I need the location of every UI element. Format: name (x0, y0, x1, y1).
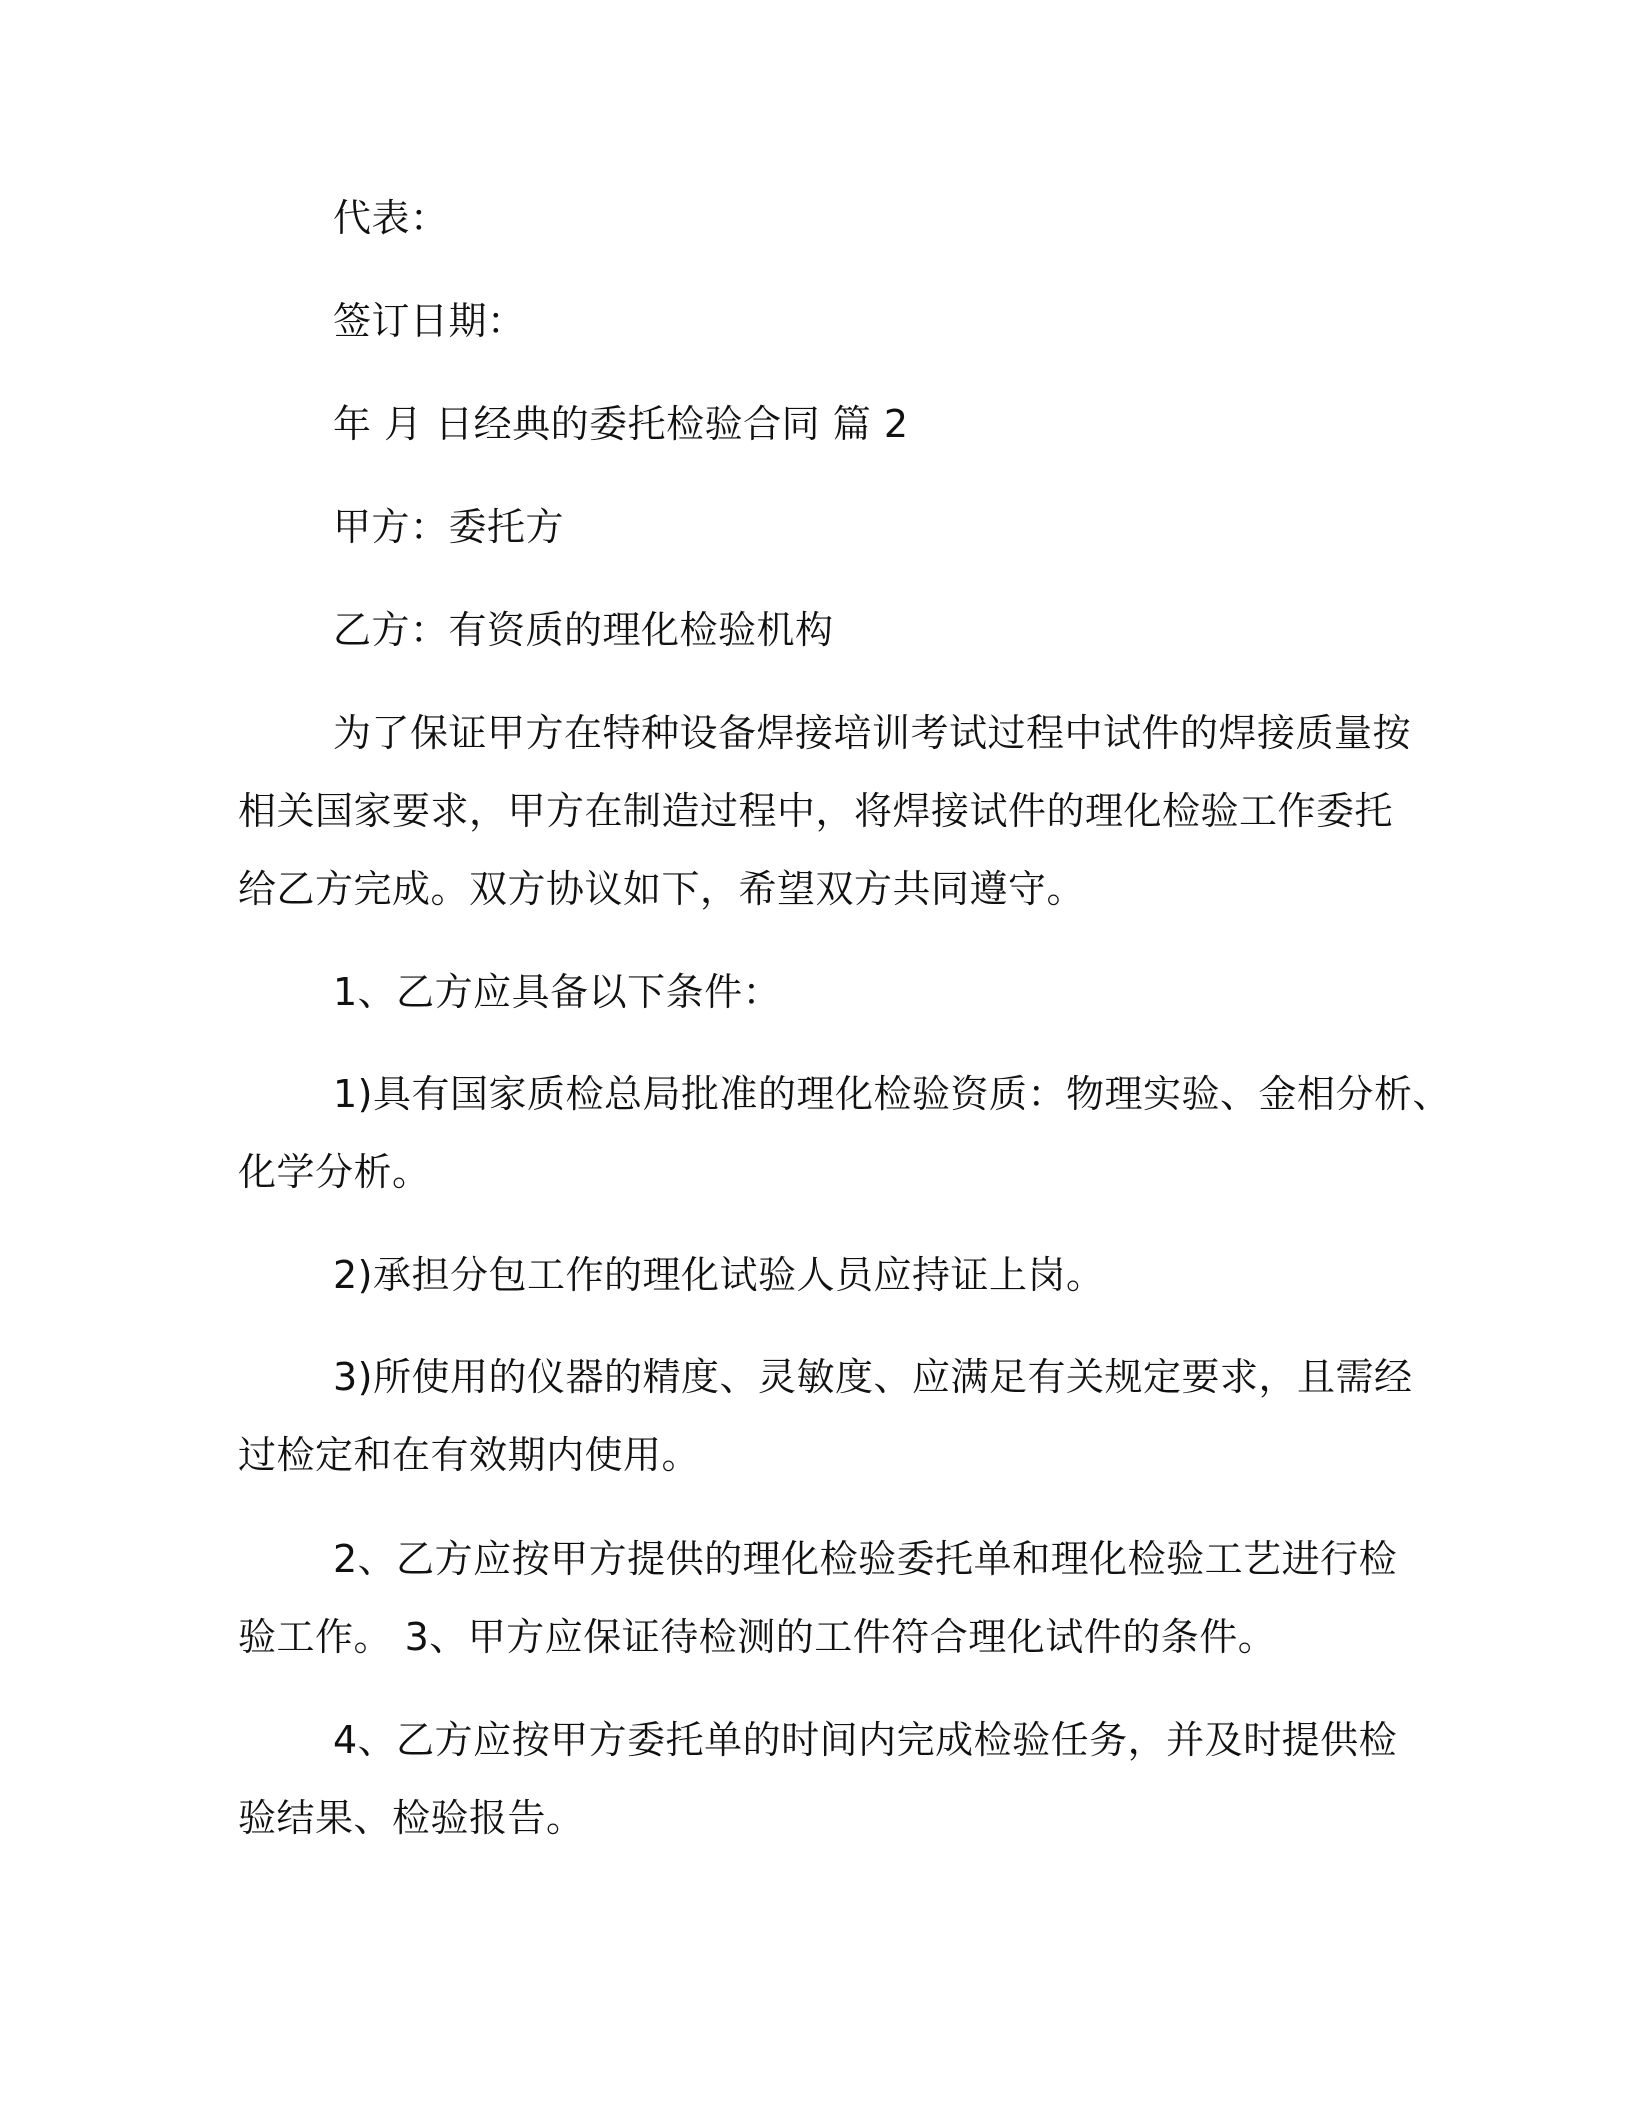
intro-paragraph-line-3: 给乙方完成。双方协议如下，希望双方共同遵守。 (238, 867, 1086, 911)
clause-1-item-2: 2)承担分包工作的理化试验人员应持证上岗。 (333, 1253, 1105, 1297)
intro-paragraph-line-1: 为了保证甲方在特种设备焊接培训考试过程中试件的焊接质量按 (333, 711, 1412, 755)
clause-2-line-1: 2、乙方应按甲方提供的理化检验委托单和理化检验工艺进行检 (333, 1537, 1398, 1581)
clause-1-heading: 1、乙方应具备以下条件： (333, 970, 782, 1014)
clause-4-line-1: 4、乙方应按甲方委托单的时间内完成检验任务，并及时提供检 (333, 1718, 1398, 1762)
clause-1-item-3-line-1: 3)所使用的仪器的精度、灵敏度、应满足有关规定要求，且需经 (333, 1355, 1413, 1399)
clause-1-item-1-line-2: 化学分析。 (238, 1150, 431, 1194)
clause-1-item-1-line-1: 1)具有国家质检总局批准的理化检验资质：物理实验、金相分析、 (333, 1072, 1452, 1116)
clause-2-line-2: 验工作。 3、甲方应保证待检测的工件符合理化试件的条件。 (238, 1615, 1277, 1659)
clause-1-item-3-line-2: 过检定和在有效期内使用。 (238, 1433, 701, 1477)
contract-title-line: 年 月 日经典的委托检验合同 篇 2 (333, 402, 909, 446)
signing-date-label: 签订日期： (333, 299, 526, 343)
party-b-line: 乙方：有资质的理化检验机构 (333, 608, 834, 652)
party-a-line: 甲方：委托方 (333, 505, 565, 549)
clause-4-line-2: 验结果、检验报告。 (238, 1796, 585, 1840)
intro-paragraph-line-2: 相关国家要求，甲方在制造过程中，将焊接试件的理化检验工作委托 (238, 789, 1394, 833)
representative-label: 代表： (333, 196, 449, 240)
